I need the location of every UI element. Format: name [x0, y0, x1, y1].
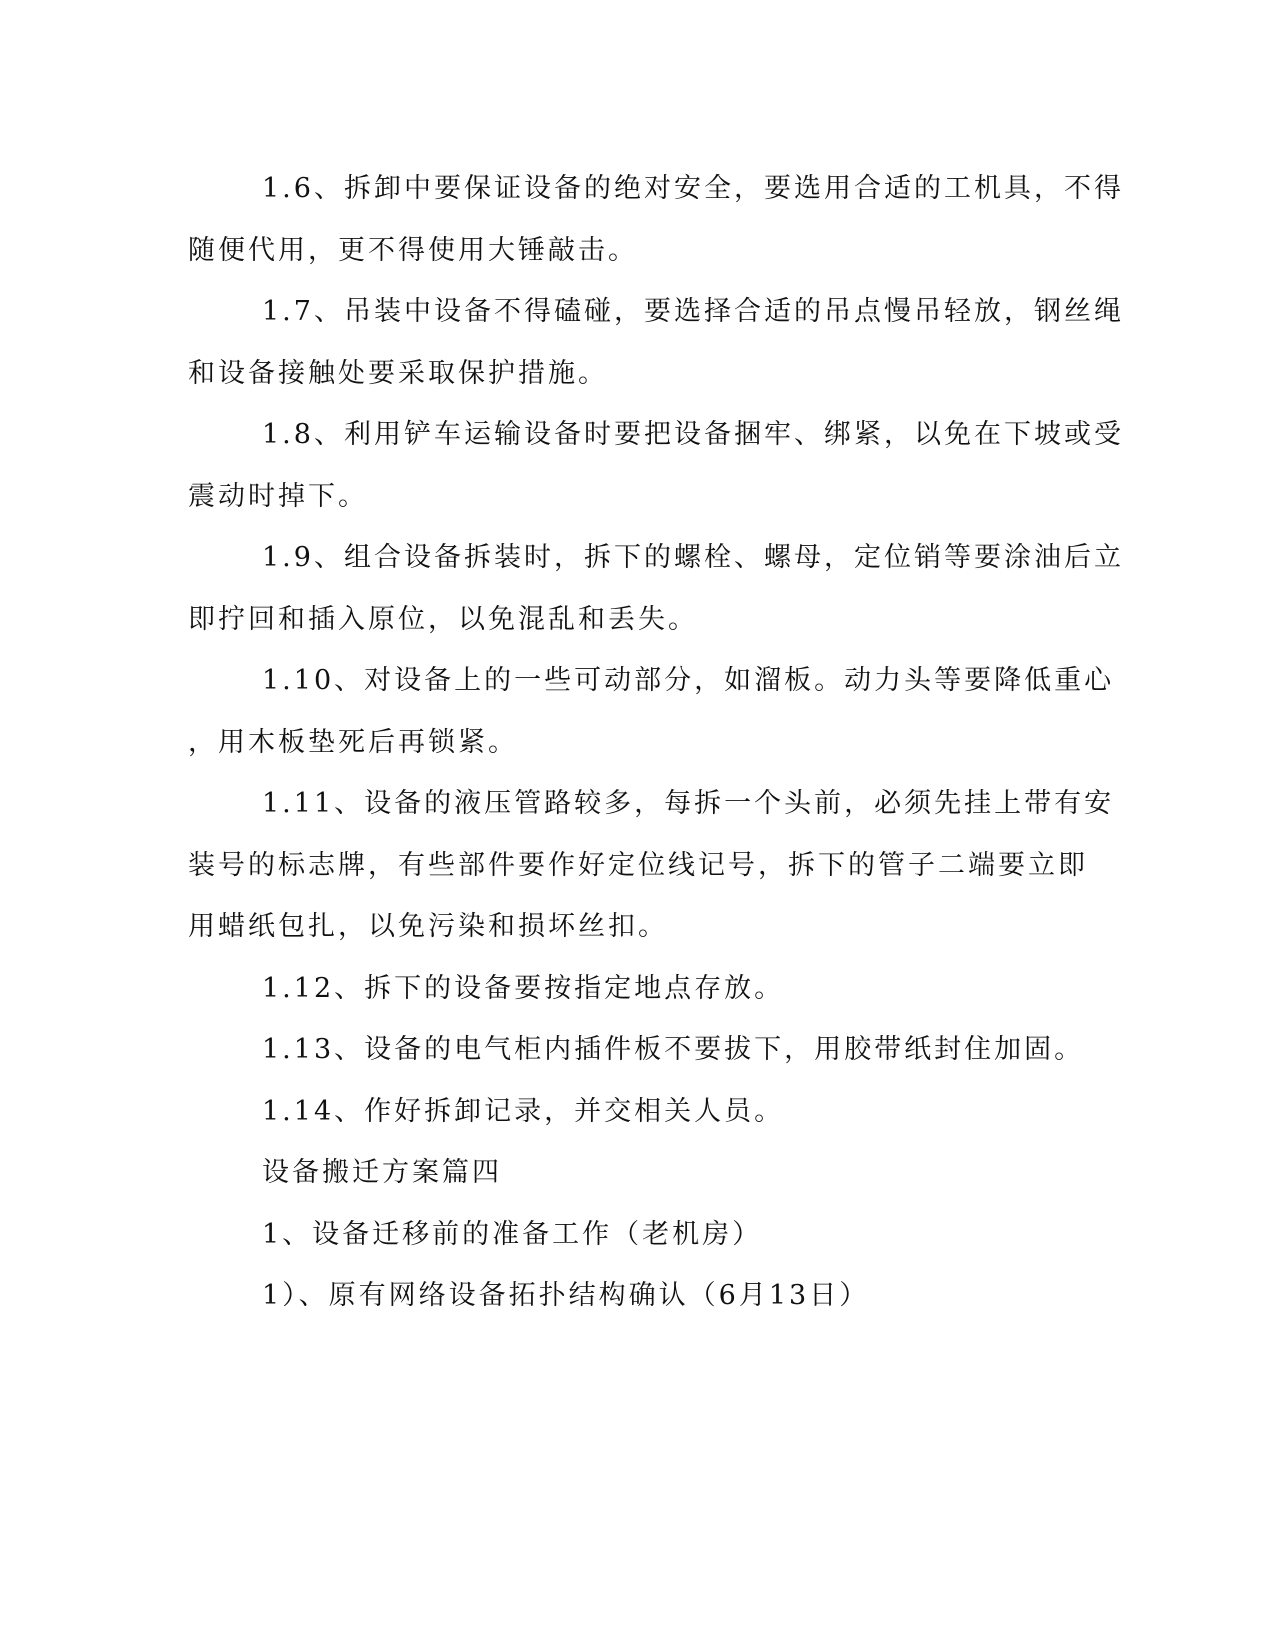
text-line: 用蜡纸包扎，以免污染和损坏丝扣。	[188, 911, 668, 942]
text-line: 1.6、拆卸中要保证设备的绝对安全，要选用合适的工机具，不得	[262, 173, 1124, 204]
text-line: 1）、原有网络设备拓扑结构确认（6月13日）	[262, 1280, 870, 1311]
text-line: 1.9、组合设备拆装时，拆下的螺栓、螺母，定位销等要涂油后立	[262, 542, 1124, 573]
text-line: 1.10、对设备上的一些可动部分，如溜板。动力头等要降低重心	[262, 665, 1115, 696]
text-line: 1.13、设备的电气柜内插件板不要拔下，用胶带纸封住加固。	[262, 1034, 1085, 1065]
document-body	[188, 158, 1124, 1327]
text-line: 随便代用，更不得使用大锤敲击。	[188, 234, 638, 266]
text-line: 和设备接触处要采取保护措施。	[188, 357, 608, 389]
text-line: 1.14、作好拆卸记录，并交相关人员。	[262, 1095, 785, 1127]
text-line: 震动时掉下。	[188, 480, 368, 512]
text-line: 1.7、吊装中设备不得磕碰，要选择合适的吊点慢吊轻放，钢丝绳	[262, 296, 1124, 327]
text-line: ，用木板垫死后再锁紧。	[188, 726, 518, 758]
text-line: 1、设备迁移前的准备工作（老机房）	[262, 1218, 763, 1250]
section-heading: 设备搬迁方案篇四	[262, 1157, 502, 1188]
text-line: 装号的标志牌，有些部件要作好定位线记号，拆下的管子二端要立即	[188, 849, 1088, 881]
text-line: 1.8、利用铲车运输设备时要把设备捆牢、绑紧，以免在下坡或受	[262, 419, 1124, 450]
text-line: 即拧回和插入原位，以免混乱和丢失。	[188, 603, 698, 635]
text-line: 1.12、拆下的设备要按指定地点存放。	[262, 972, 785, 1004]
text-line: 1.11、设备的液压管路较多，每拆一个头前，必须先挂上带有安	[262, 788, 1115, 819]
